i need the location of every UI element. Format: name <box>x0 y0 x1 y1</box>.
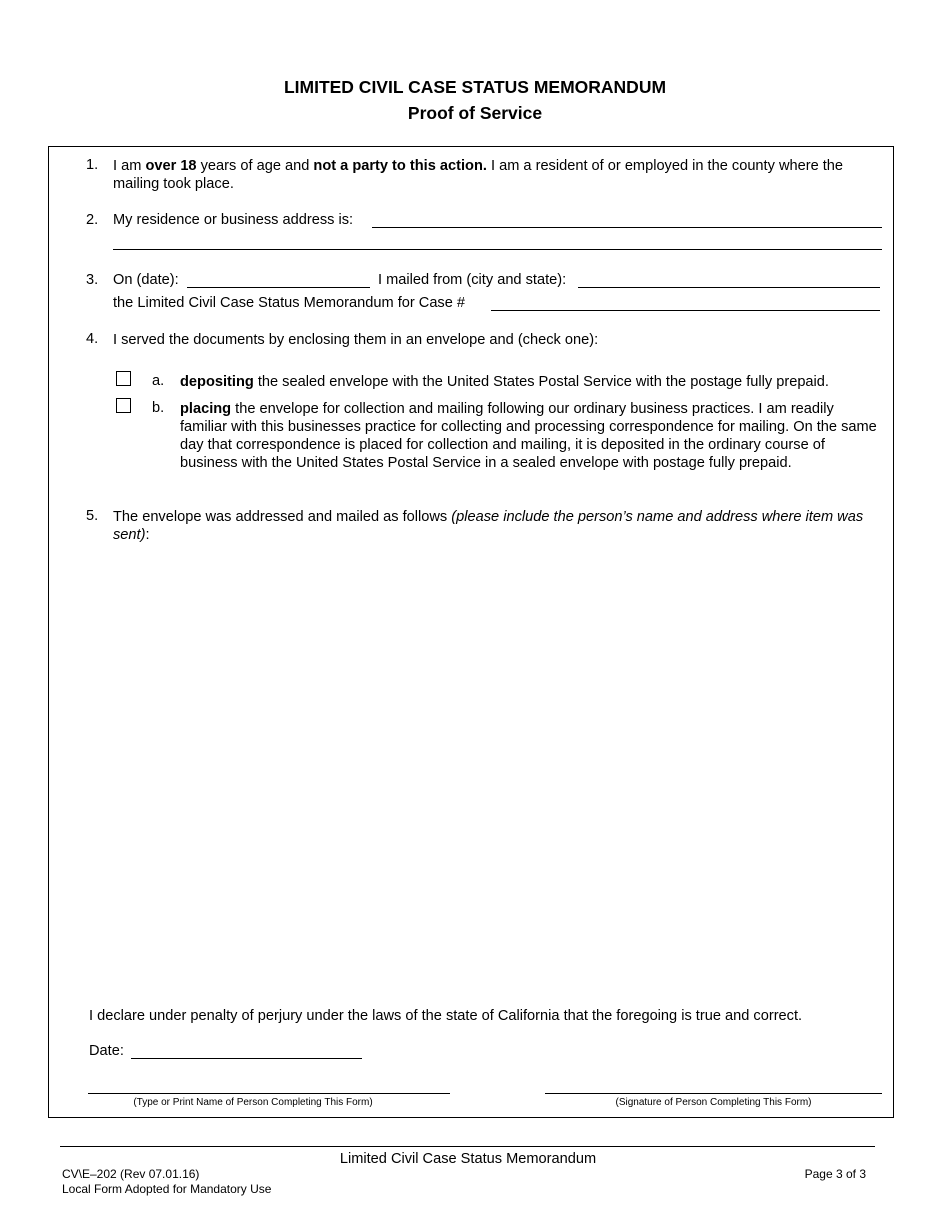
mailed-from-field-line[interactable] <box>578 287 880 288</box>
case-number-field-line[interactable] <box>491 310 880 311</box>
item-4-text: I served the documents by enclosing them in an envelope and (check one): <box>113 332 599 348</box>
recipient-address-area[interactable] <box>113 545 883 985</box>
declaration-date-field-line[interactable] <box>131 1058 362 1059</box>
address-field-line-2[interactable] <box>113 249 882 250</box>
item-5-number: 5. <box>86 508 99 524</box>
case-number-label: the Limited Civil Case Status Memorandum for Case # <box>113 295 466 311</box>
declaration-text: I declare under penalty of perjury under the laws of the state of California that the foregoing is true and correct. <box>89 1008 803 1024</box>
form-adopted-note: Local Form Adopted for Mandatory Use <box>62 1182 272 1196</box>
address-label: My residence or business address is: <box>113 212 354 228</box>
checkbox-depositing[interactable] <box>116 371 131 386</box>
option-a-letter: a. <box>152 373 165 389</box>
item-2-number: 2. <box>86 212 99 228</box>
form-number: CV\E–202 (Rev 07.01.16) <box>62 1167 200 1181</box>
item-3-number: 3. <box>86 272 99 288</box>
printed-name-field-line[interactable] <box>88 1093 450 1094</box>
item-1-text: I am over 18 years of age and not a party to this action. I am a resident of or employed in the county where the mailing took place. <box>113 158 844 192</box>
option-b-letter: b. <box>152 400 165 416</box>
item-1-number: 1. <box>86 157 99 173</box>
page-title: LIMITED CIVIL CASE STATUS MEMORANDUM <box>283 77 667 97</box>
footer-title: Limited Civil Case Status Memorandum <box>339 1151 597 1167</box>
declaration-date-label: Date: <box>89 1043 124 1059</box>
checkbox-placing[interactable] <box>116 398 131 413</box>
signature-caption: (Signature of Person Completing This Form) <box>615 1097 812 1108</box>
mailed-from-label: I mailed from (city and state): <box>378 272 567 288</box>
date-label: On (date): <box>113 272 179 288</box>
date-field-line[interactable] <box>187 287 370 288</box>
footer-divider <box>60 1146 875 1147</box>
signature-field-line[interactable] <box>545 1093 882 1094</box>
page-subtitle: Proof of Service <box>407 103 543 123</box>
item-5-text: The envelope was addressed and mailed as follows (please include the person’s name and address where item was sent): <box>113 509 864 543</box>
printed-name-caption: (Type or Print Name of Person Completing This Form) <box>133 1097 373 1108</box>
option-b-text: placing the envelope for collection and mailing following our ordinary business practices. I am readily familiar with this businesses practice for collecting and processing correspondence for mailing. On the same day that correspondence is placed for collection and mailing, it is deposited in the ordinary course of business with the United States Postal Service in a sealed envelope with postage fully prepaid. <box>180 401 877 471</box>
page-number: Page 3 of 3 <box>804 1167 866 1181</box>
address-field-line-1[interactable] <box>372 227 882 228</box>
option-a-text: depositing the sealed envelope with the United States Postal Service with the postage fully prepaid. <box>180 374 829 390</box>
item-4-number: 4. <box>86 331 99 347</box>
